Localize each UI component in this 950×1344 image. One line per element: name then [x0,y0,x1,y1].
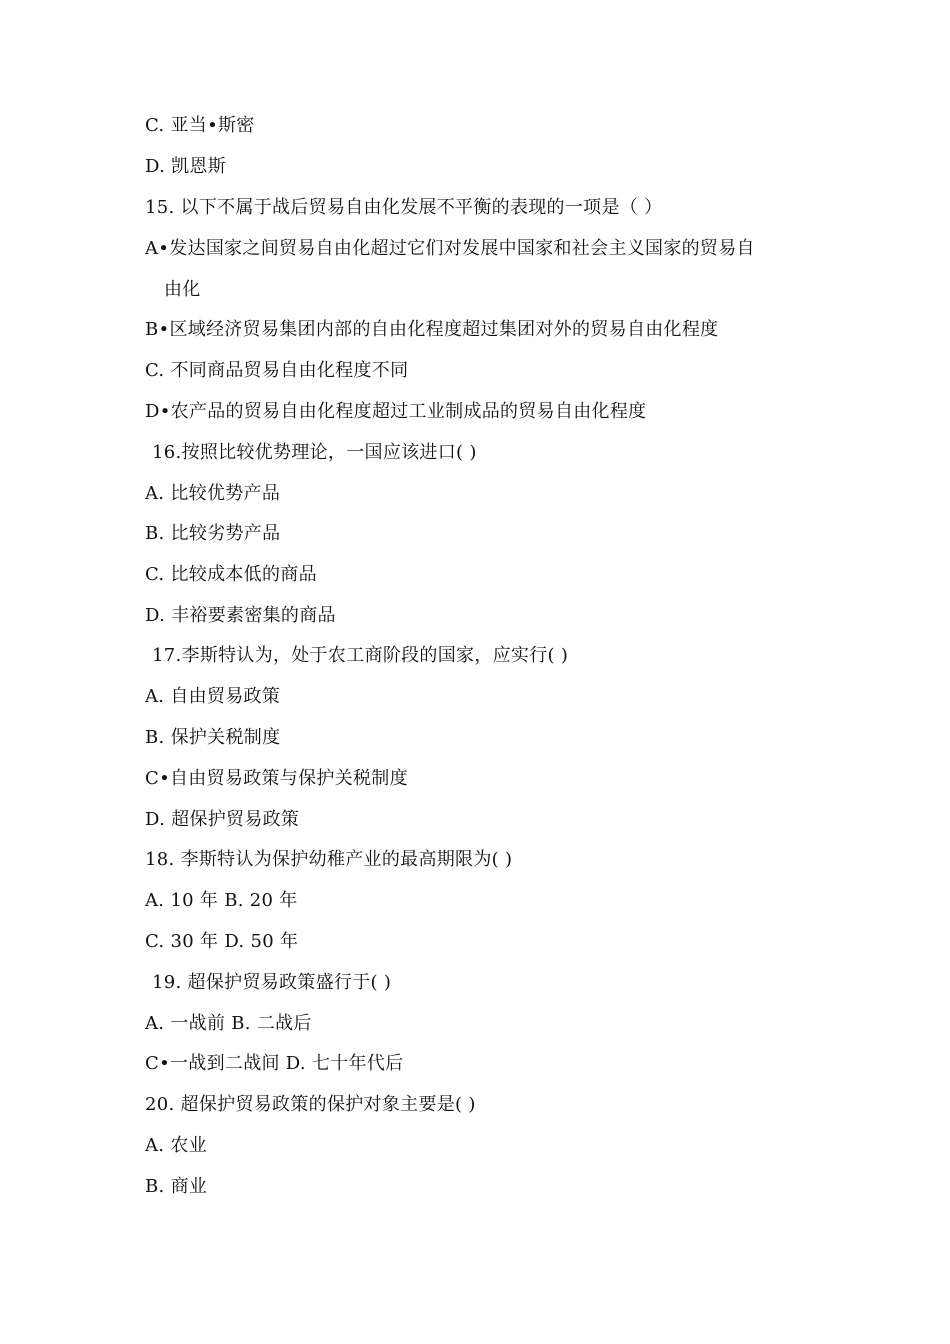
option-20b: B. 商业 [145,1176,208,1197]
question-16: 16.按照比较优势理论，一国应该进口( ) [152,442,477,463]
option-15a: A•发达国家之间贸易自由化超过它们对发展中国家和社会主义国家的贸易自 [145,238,755,259]
option-15b: B•区域经济贸易集团内部的自由化程度超过集团对外的贸易自由化程度 [145,319,719,340]
question-20: 20. 超保护贸易政策的保护对象主要是( ) [145,1094,476,1115]
option-17c: C•自由贸易政策与保护关税制度 [145,768,408,789]
option-17d: D. 超保护贸易政策 [145,809,300,830]
options-19ab: A. 一战前 B. 二战后 [145,1013,312,1034]
option-16a: A. 比较优势产品 [145,483,281,504]
option-15a-continued: 由化 [164,279,201,300]
option-14d: D. 凯恩斯 [145,156,227,177]
option-16d: D. 丰裕要素密集的商品 [145,605,336,626]
option-14c: C. 亚当•斯密 [145,115,255,136]
option-20a: A. 农业 [145,1135,207,1156]
option-16c: C. 比较成本低的商品 [145,564,317,585]
option-17a: A. 自由贸易政策 [145,686,281,707]
question-15: 15. 以下不属于战后贸易自由化发展不平衡的表现的一项是（ ） [145,197,663,218]
question-18: 18. 李斯特认为保护幼稚产业的最高期限为( ) [145,849,513,870]
option-15c: C. 不同商品贸易自由化程度不同 [145,360,409,381]
options-19cd: C•一战到二战间 D. 七十年代后 [145,1053,404,1074]
option-16b: B. 比较劣势产品 [145,523,281,544]
options-18ab: A. 10 年 B. 20 年 [145,890,298,911]
question-19: 19. 超保护贸易政策盛行于( ) [152,972,392,993]
option-17b: B. 保护关税制度 [145,727,281,748]
question-17: 17.李斯特认为，处于农工商阶段的国家，应实行( ) [152,645,569,666]
option-15d: D•农产品的贸易自由化程度超过工业制成品的贸易自由化程度 [145,401,647,422]
options-18cd: C. 30 年 D. 50 年 [145,931,299,952]
